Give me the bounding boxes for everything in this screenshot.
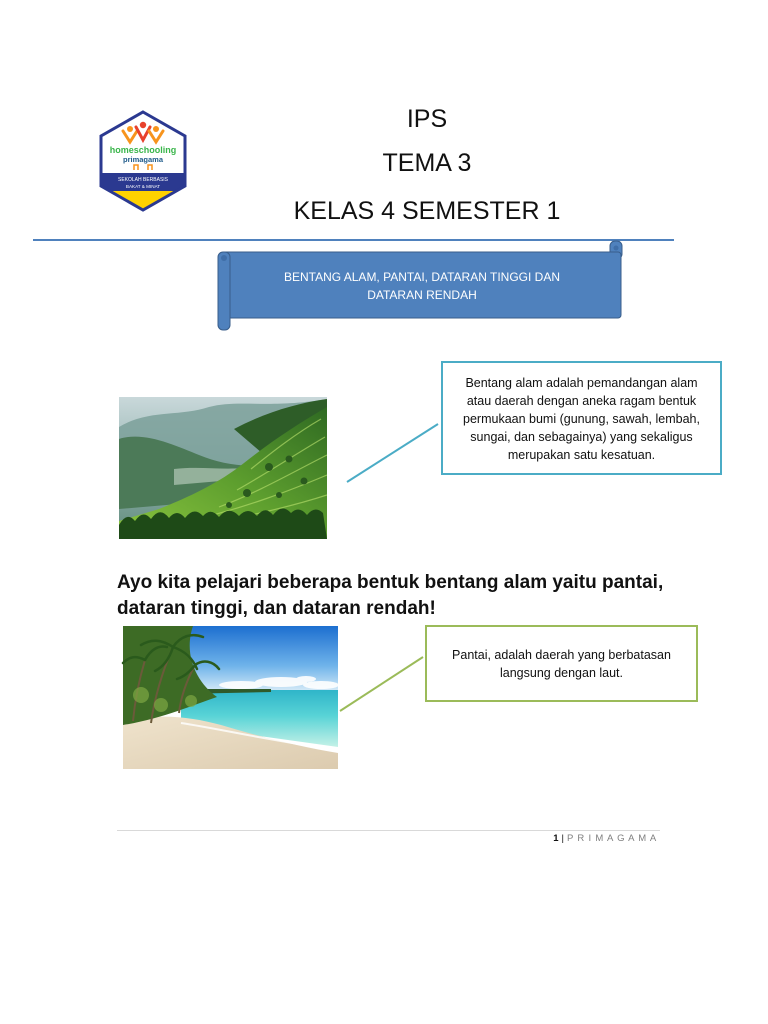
beach-definition-callout [425,625,698,702]
logo-tagline-2: BAKAT & MINAT [125,184,161,189]
callout-line: atau daerah dengan aneka ragam bentuk [466,394,697,408]
landscape-callout-connector [345,421,441,485]
theme-title: TEMA 3 [382,149,472,177]
callout-line: merupakan satu kesatuan. [507,448,656,462]
callout-line: langsung dengan laut. [499,666,624,680]
callout-line: permukaan bumi (gunung, sawah, lembah, [463,412,700,426]
logo-tagline-1: SEKOLAH BERBASIS [117,177,169,183]
logo-wordmark-primagama: primagama [122,155,164,164]
page-footer [400,833,657,845]
footer-divider [117,830,660,831]
footer-brand: P R I M A G A M A [567,833,657,844]
beach-callout-connector [338,654,426,714]
callout-line: Bentang alam adalah pemandangan alam [465,376,698,390]
heading-line: dataran tinggi, dan dataran rendah! [117,598,436,619]
callout-line: Pantai, adalah daerah yang berbatasan [452,648,671,662]
callout-line: sungai, dan sebagainya) yang sekaligus [470,430,693,444]
mountain-landscape-image [119,397,327,539]
logo-wordmark-homeschooling: homeschooling [109,145,177,155]
homeschooling-primagama-logo [98,110,188,212]
subject-title: IPS [406,105,448,133]
page-number: 1 [553,833,559,844]
footer-separator: | [561,833,564,844]
banner-line: BENTANG ALAM, PANTAI, DATARAN TINGGI DAN [283,270,561,284]
intro-heading [117,570,717,622]
topic-banner-text [232,268,612,304]
banner-line: DATARAN RENDAH [367,288,477,302]
beach-image [121,625,340,770]
heading-line: Ayo kita pelajari beberapa bentuk bentang alam yaitu pantai, [117,572,664,593]
landscape-definition-callout [441,361,722,475]
grade-semester-title: KELAS 4 SEMESTER 1 [293,197,561,225]
